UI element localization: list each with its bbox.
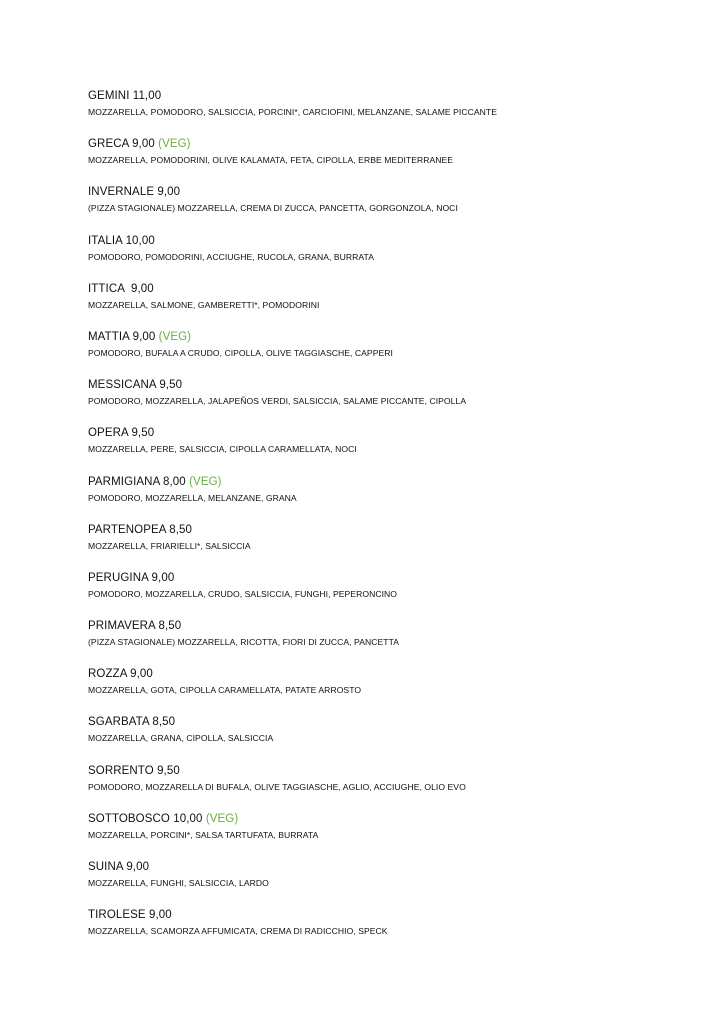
- menu-item-title: [88, 183, 708, 201]
- item-name: SUINA: [88, 861, 124, 873]
- pizza-menu-list: [88, 87, 708, 954]
- menu-item-title: [88, 521, 708, 539]
- item-price: 10,00: [125, 234, 155, 247]
- menu-item-mattia: [88, 328, 708, 376]
- menu-item-messicana: [88, 376, 708, 424]
- item-name: OPERA: [88, 427, 129, 440]
- item-name: SORRENTO: [88, 764, 154, 777]
- menu-item-italia: [88, 232, 708, 280]
- menu-item-opera: [88, 424, 708, 472]
- veg-badge: (VEG): [158, 330, 192, 343]
- item-ingredients: MOZZARELLA, FUNGHI, SALSICCIA, LARDO: [88, 878, 269, 888]
- item-price: 9,50: [157, 764, 180, 777]
- menu-item-suina: [88, 858, 708, 906]
- item-price: 9,00: [130, 668, 153, 681]
- item-price: 9,00: [157, 186, 181, 199]
- item-ingredients: POMODORO, MOZZARELLA, CRUDO, SALSICCIA, FUNGHI, PEPERONCINO: [88, 588, 398, 599]
- item-ingredients: POMODORO, MOZZARELLA, MELANZANE, GRANA: [88, 492, 297, 503]
- menu-item-title: [88, 810, 708, 828]
- item-price: 11,00: [132, 90, 162, 102]
- menu-item-title: [88, 713, 708, 731]
- menu-item-title: [88, 569, 708, 587]
- item-name: SGARBATA: [88, 716, 150, 729]
- item-name: MESSICANA: [88, 379, 157, 392]
- veg-badge: (VEG): [205, 812, 239, 825]
- veg-badge: (VEG): [189, 475, 222, 488]
- menu-item-title: [88, 906, 708, 924]
- menu-item-sorrento: [88, 762, 708, 810]
- item-name: GEMINI: [88, 90, 130, 102]
- item-name: PARTENOPEA: [88, 523, 166, 536]
- item-price: 9,00: [132, 330, 156, 343]
- menu-item-ittica: [88, 280, 708, 328]
- item-price: 8,00: [163, 475, 186, 488]
- item-name: PRIMAVERA: [88, 620, 156, 633]
- item-price: 8,50: [169, 523, 192, 536]
- item-name: ITALIA: [88, 234, 123, 247]
- item-name: TIROLESE: [88, 909, 146, 922]
- menu-item-parmigiana: [88, 473, 708, 521]
- item-ingredients: MOZZARELLA, SALMONE, GAMBERETTI*, POMODORINI: [88, 299, 320, 310]
- item-ingredients: MOZZARELLA, POMODORO, SALSICCIA, PORCINI*, CARCIOFINI, MELANZANE, SALAME PICCANTE: [88, 107, 497, 117]
- menu-item-tirolese: [88, 906, 708, 954]
- item-ingredients: MOZZARELLA, PERE, SALSICCIA, CIPOLLA CARAMELLATA, NOCI: [88, 444, 357, 455]
- item-ingredients: MOZZARELLA, POMODORINI, OLIVE KALAMATA, FETA, CIPOLLA, ERBE MEDITERRANEE: [88, 155, 454, 166]
- menu-item-title: [88, 858, 708, 876]
- item-ingredients: POMODORO, POMODORINI, ACCIUGHE, RUCOLA, GRANA, BURRATA: [88, 251, 375, 262]
- menu-item-perugina: [88, 569, 708, 617]
- item-name: PARMIGIANA: [88, 475, 160, 488]
- item-ingredients: MOZZARELLA, FRIARIELLI*, SALSICCIA: [88, 540, 251, 551]
- menu-item-title: [88, 376, 708, 394]
- item-ingredients: POMODORO, MOZZARELLA DI BUFALA, OLIVE TAGGIASCHE, AGLIO, ACCIUGHE, OLIO EVO: [88, 781, 466, 792]
- item-name: GRECA: [88, 138, 129, 151]
- item-price: 9,50: [131, 427, 155, 440]
- veg-badge: (VEG): [158, 138, 191, 151]
- item-price: 9,50: [159, 379, 183, 392]
- menu-item-invernale: [88, 183, 708, 231]
- item-price: 10,00: [173, 812, 203, 825]
- menu-item-sottobosco: [88, 810, 708, 858]
- item-name: INVERNALE: [88, 186, 155, 199]
- item-price: 8,50: [158, 620, 182, 633]
- menu-item-title: [88, 473, 708, 491]
- item-price: 9,00: [127, 282, 154, 295]
- menu-item-title: [88, 617, 708, 635]
- item-ingredients: (PIZZA STAGIONALE) MOZZARELLA, RICOTTA, FIORI DI ZUCCA, PANCETTA: [88, 637, 400, 648]
- item-price: 9,00: [132, 138, 155, 151]
- menu-item-primavera: [88, 617, 708, 665]
- item-ingredients: MOZZARELLA, PORCINI*, SALSA TARTUFATA, BURRATA: [88, 829, 319, 840]
- item-ingredients: MOZZARELLA, SCAMORZA AFFUMICATA, CREMA DI RADICCHIO, SPECK: [88, 926, 388, 937]
- menu-item-title: [88, 135, 708, 153]
- item-ingredients: POMODORO, BUFALA A CRUDO, CIPOLLA, OLIVE TAGGIASCHE, CAPPERI: [88, 347, 393, 358]
- item-ingredients: (PIZZA STAGIONALE) MOZZARELLA, CREMA DI ZUCCA, PANCETTA, GORGONZOLA, NOCI: [88, 203, 458, 214]
- item-name: MATTIA: [88, 330, 130, 343]
- item-price: 9,00: [151, 571, 175, 584]
- item-ingredients: MOZZARELLA, GRANA, CIPOLLA, SALSICCIA: [88, 733, 274, 744]
- item-ingredients: POMODORO, MOZZARELLA, JALAPEÑOS VERDI, SALSICCIA, SALAME PICCANTE, CIPOLLA: [88, 396, 467, 407]
- item-price: 9,00: [126, 861, 150, 873]
- item-ingredients: MOZZARELLA, GOTA, CIPOLLA CARAMELLATA, PATATE ARROSTO: [88, 685, 362, 696]
- menu-item-title: [88, 280, 708, 298]
- item-price: 9,00: [148, 909, 172, 922]
- menu-item-title: [88, 328, 708, 346]
- item-name: SOTTOBOSCO: [88, 812, 170, 825]
- menu-item-sgarbata: [88, 713, 708, 761]
- menu-item-title: [88, 665, 708, 683]
- item-price: 8,50: [152, 716, 176, 729]
- menu-item-partenopea: [88, 521, 708, 569]
- item-name: ITTICA: [88, 282, 125, 295]
- menu-item-title: [88, 232, 708, 250]
- item-name: PERUGINA: [88, 571, 149, 584]
- menu-item-greca: [88, 135, 708, 183]
- menu-item-gemini: [88, 87, 708, 135]
- item-name: ROZZA: [88, 668, 127, 681]
- menu-item-title: [88, 762, 708, 780]
- menu-item-title: [88, 424, 708, 442]
- menu-item-title: [88, 87, 708, 105]
- menu-item-rozza: [88, 665, 708, 713]
